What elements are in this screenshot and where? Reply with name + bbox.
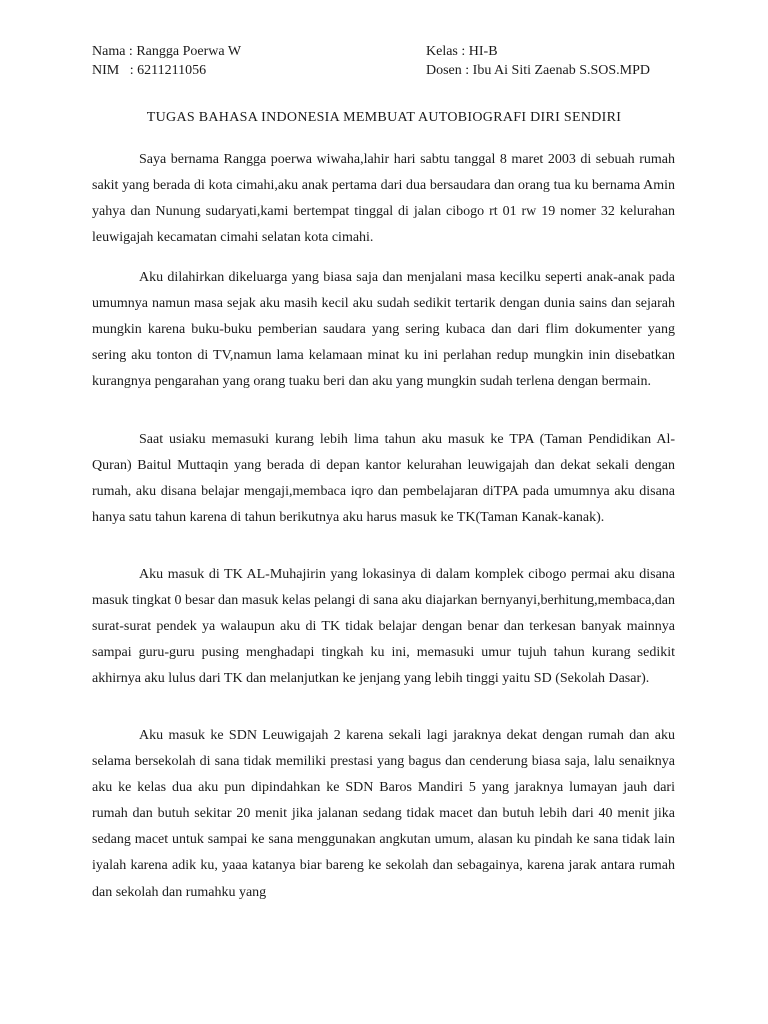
- student-name: Nama : Rangga Poerwa W: [92, 44, 242, 59]
- student-class: Kelas : HI-B: [426, 44, 498, 59]
- paragraph-1: Saya bernama Rangga poerwa wiwaha,lahir hari sabtu tanggal 8 maret 2003 di sebuah rumah sakit yang berada di kota cimahi,aku anak pertama dari dua bersaudara dan orang tua ku bernama Amin yahya dan Nunung sudaryati,kami bertempat tinggal di jalan cibogo rt 01 rw 19 nomer 32 kelurahan leuwigajah kecamatan cimahi selatan kota cimahi.: [92, 152, 675, 246]
- paragraph-2: Aku dilahirkan dikeluarga yang biasa saja dan menjalani masa kecilku seperti anak-anak pada umumnya namun masa sejak aku masih kecil aku sudah sedikit tertarik dengan dunia sains dan sejarah mungkin karena buku-buku pemberian saudara yang sering kubaca dan dari flim dokumenter yang sering aku tonton di TV,namun lama kelamaan minat ku ini perlahan redup mungkin inin disebatkan kurangnya pengarahan yang orang tuaku beri dan aku yang mungkin sudah terlena dengan bermain.: [92, 270, 675, 390]
- lecturer-name: Dosen : Ibu Ai Siti Zaenab S.SOS.MPD: [426, 63, 651, 78]
- document-title: TUGAS BAHASA INDONESIA MEMBUAT AUTOBIOGRAFI DIRI SENDIRI: [146, 110, 622, 125]
- paragraph-5: Aku masuk ke SDN Leuwigajah 2 karena sekali lagi jaraknya dekat dengan rumah dan aku selama bersekolah di sana tidak memiliki prestasi yang bagus dan cenderung biasa saja, lalu senaiknya aku ke kelas dua aku pun dipindahkan ke SDN Baros Mandiri 5 yang jaraknya lumayan jauh dari rumah dan butuh sekitar 20 menit jika jalanan sedang tidak macet dan butuh lebih dari 40 menit jika sedang macet untuk sampai ke sana menggunakan angkutan umum, alasan ku pindah ke sana tidak lain iyalah karena adik ku, yaaa katanya biar bareng ke sekolah dan sebagainya, karena jarak antara rumah dan sekolah dan rumahku yang: [92, 728, 675, 900]
- student-nim: NIM : 6211211056: [92, 63, 207, 78]
- paragraph-4: Aku masuk di TK AL-Muhajirin yang lokasinya di dalam komplek cibogo permai aku disana masuk tingkat 0 besar dan masuk kelas pelangi di sana aku diajarkan bernyanyi,berhitung,membaca,dan surat-surat pendek ya walaupun aku di TK tidak belajar dengan benar dan terkesan banyak mainnya sampai guru-guru pusing menghadapi tingkah ku ini, memasuki umur tujuh tahun kurang sedikit akhirnya aku lulus dari TK dan melanjutkan ke jenjang yang lebih tinggi yaitu SD (Sekolah Dasar).: [92, 567, 675, 687]
- paragraph-3: Saat usiaku memasuki kurang lebih lima tahun aku masuk ke TPA (Taman Pendidikan Al-Quran) Baitul Muttaqin yang berada di depan kantor kelurahan leuwigajah dan dekat sekali dengan rumah, aku disana belajar mengaji,membaca iqro dan pembelajaran diTPA pada umumnya aku disana hanya satu tahun karena di tahun berikutnya aku harus masuk ke TK(Taman Kanak-kanak).: [92, 432, 675, 526]
